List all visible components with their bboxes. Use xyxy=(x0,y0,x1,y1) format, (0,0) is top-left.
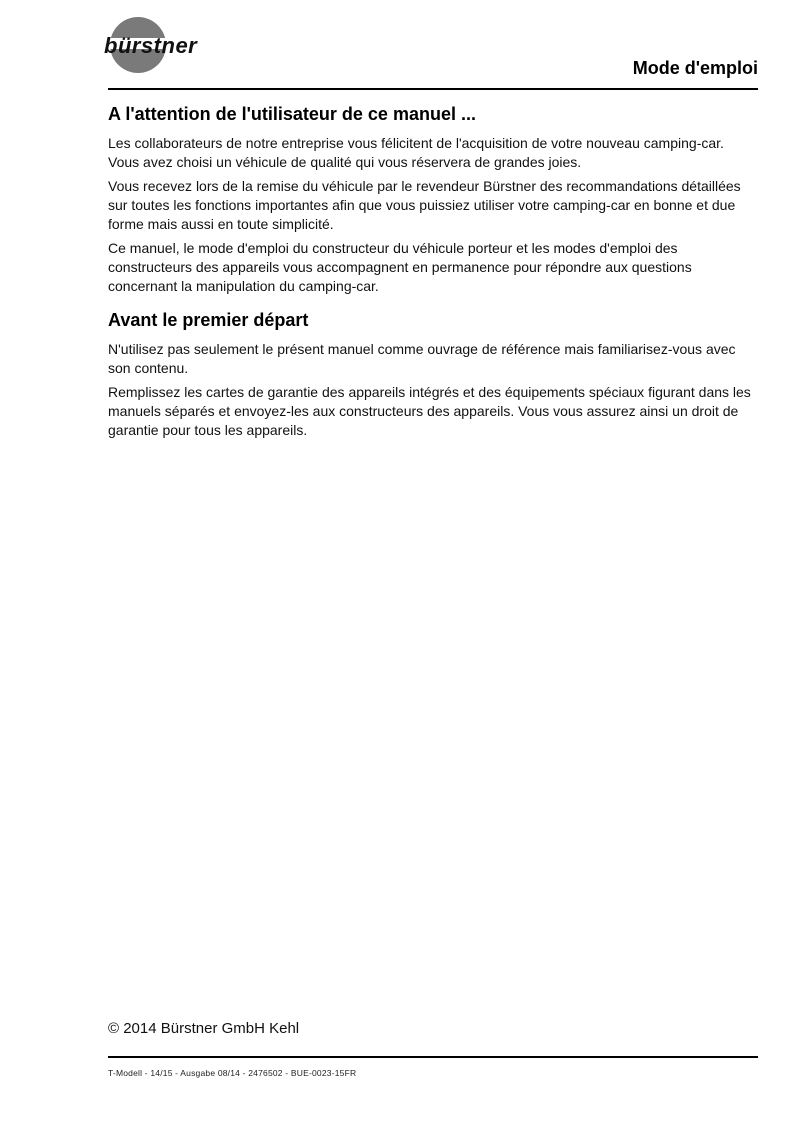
paragraph: Ce manuel, le mode d'emploi du constructeur du véhicule porteur et les modes d'emploi des constructeurs des appareils vous accompagnent en permanence pour répondre aux questions concernant la manipulation du camping-car. xyxy=(108,240,692,294)
paragraph: Remplissez les cartes de garantie des appareils intégrés et des équipements spéciaux figurant dans les manuels séparés et envoyez-les aux constructeurs des appareils. Vous vous assurez ainsi un droit de garantie pour tous les appareils. xyxy=(108,384,751,438)
paragraph: N'utilisez pas seulement le présent manuel comme ouvrage de référence mais familiarisez-vous avec son contenu. xyxy=(108,341,736,376)
section-user-notice xyxy=(108,104,752,296)
document-reference: T-Modell - 14/15 - Ausgabe 08/14 - 2476502 - BUE-0023-15FR xyxy=(108,1068,357,1078)
copyright-notice: © 2014 Bürstner GmbH Kehl xyxy=(108,1020,300,1037)
paragraph: Vous recevez lors de la remise du véhicule par le revendeur Bürstner des recommandations détaillées sur toutes les fonctions importantes afin que vous puissiez utiliser votre camping-car en bonne et due forme mais aussi en toute simplicité. xyxy=(108,178,741,232)
page-content xyxy=(108,104,752,445)
section-heading: Avant le premier départ xyxy=(108,310,309,330)
header-divider xyxy=(108,88,758,90)
section-heading: A l'attention de l'utilisateur de ce manuel ... xyxy=(108,104,476,124)
footer-divider xyxy=(108,1056,758,1058)
section-before-first-departure xyxy=(108,310,752,440)
logo-wordmark: bürstner xyxy=(104,33,198,58)
document-title: Mode d'emploi xyxy=(632,58,758,78)
paragraph: Les collaborateurs de notre entreprise vous félicitent de l'acquisition de votre nouveau camping-car. Vous avez choisi un véhicule de qualité qui vous réservera de grandes joies. xyxy=(108,135,724,170)
